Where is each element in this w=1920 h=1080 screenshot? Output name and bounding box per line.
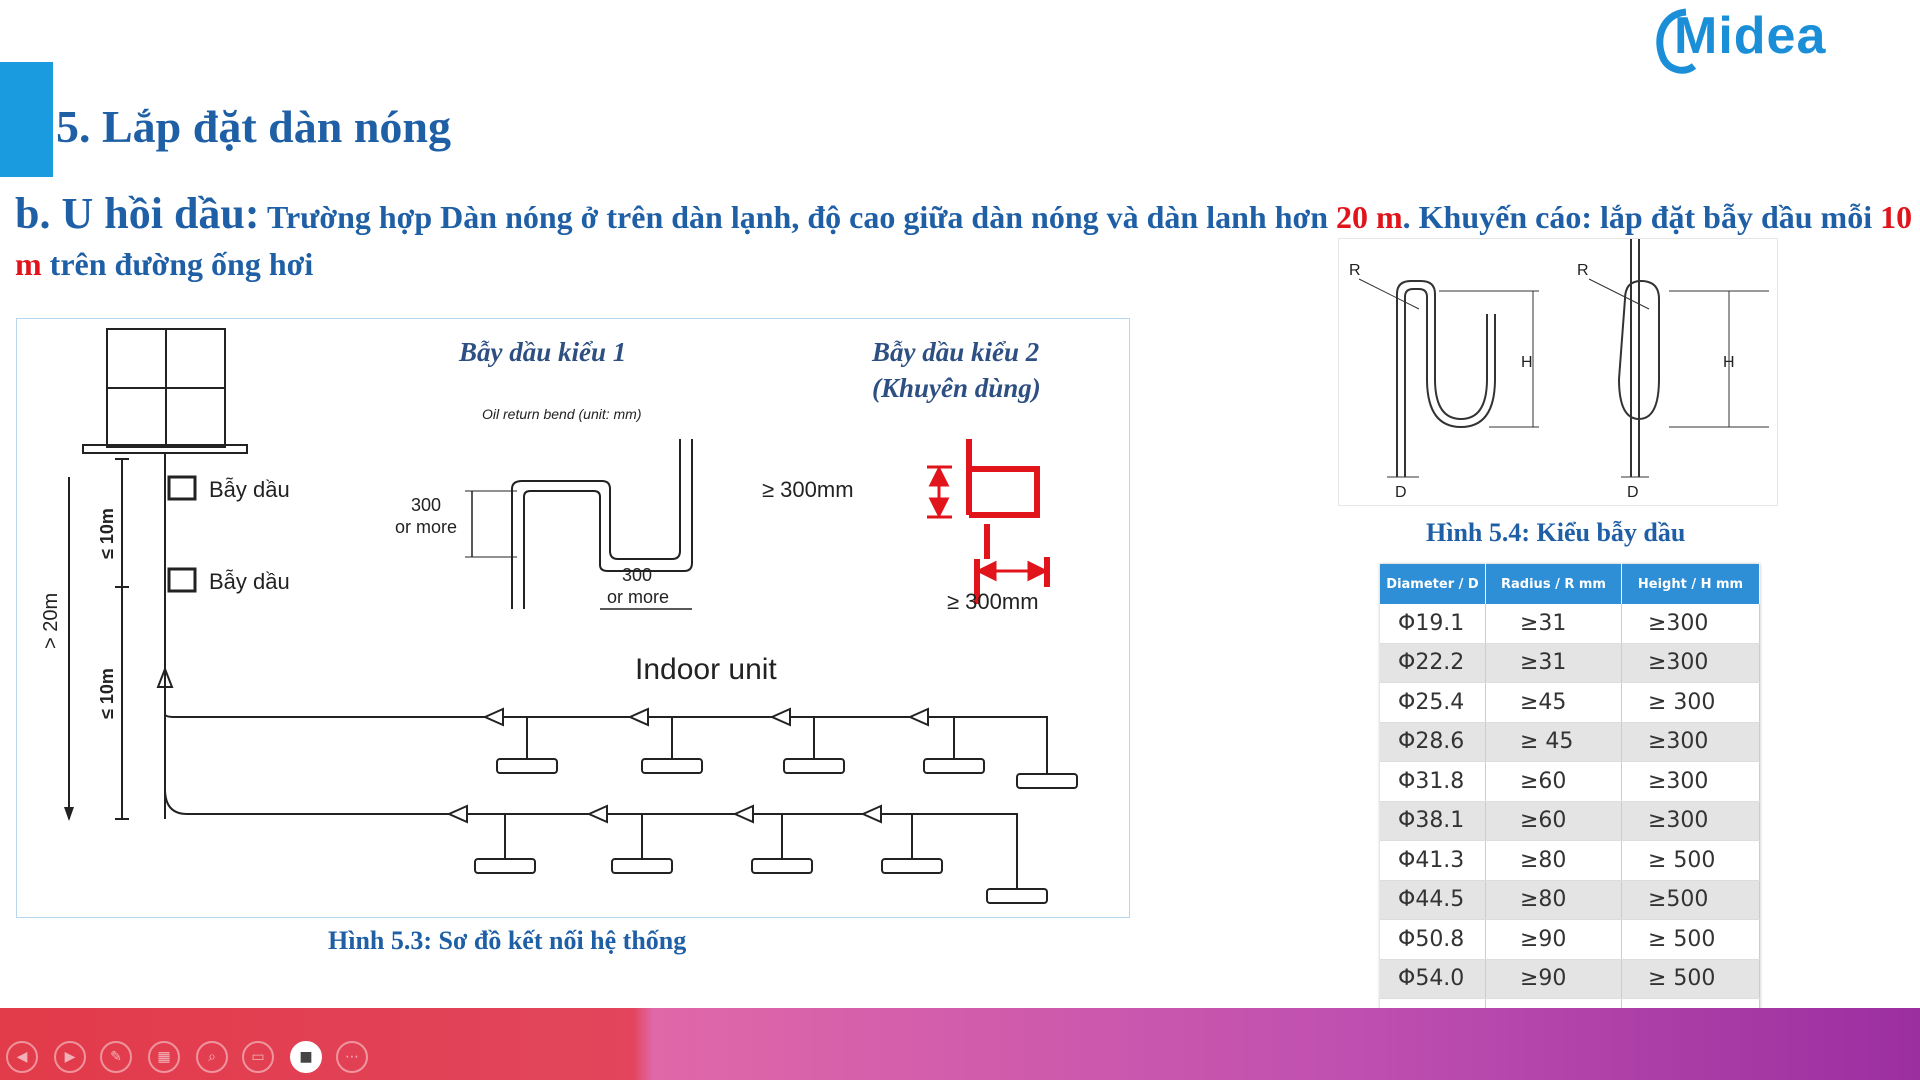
subheading-text-2: . Khuyến cáo: lắp đặt bẫy dầu mỗi (1402, 199, 1881, 235)
table-row (1380, 762, 1760, 802)
camera-button[interactable] (290, 1041, 322, 1073)
cell-diameter: Φ41.3 (1380, 841, 1486, 881)
cell-radius: ≥60 (1486, 762, 1622, 802)
cell-diameter: Φ22.2 (1380, 643, 1486, 683)
ge300mm-top: ≥ 300mm (762, 477, 854, 502)
table-row (1380, 801, 1760, 841)
trap-type-1-title: Bẫy dầu kiểu 1 (459, 337, 627, 367)
camera-icon: ■ (299, 1049, 313, 1065)
indoor-units-row-2 (449, 806, 1047, 903)
trap-label-2: Bẫy dầu (209, 569, 290, 594)
subheading-text-1: Trường hợp Dàn nóng ở trên dàn lạnh, độ cao giữa dàn nóng và dàn lanh hơn (259, 199, 1336, 235)
pen-icon: ✎ (110, 1049, 122, 1065)
cell-height: ≥ 500 (1622, 920, 1760, 960)
trap-r-label-2: R (1577, 262, 1589, 279)
cell-radius: ≥31 (1486, 604, 1622, 643)
table-row (1380, 880, 1760, 920)
or-more-vertical: or more (395, 517, 458, 537)
trap-r-label-1: R (1349, 262, 1361, 279)
table-row (1380, 683, 1760, 723)
cell-diameter: Φ38.1 (1380, 801, 1486, 841)
trap-d-label-2: D (1627, 484, 1639, 501)
subheading-text-3: trên đường ống hơi (41, 246, 314, 282)
table-header-row (1380, 564, 1760, 604)
ge300mm-bottom: ≥ 300mm (947, 589, 1039, 614)
cell-height: ≥500 (1622, 880, 1760, 920)
cell-diameter: Φ25.4 (1380, 683, 1486, 723)
accent-bar (0, 62, 53, 177)
or-more-horizontal: or more (607, 587, 670, 607)
interval-value: 10 m (15, 199, 1913, 282)
cell-radius: ≥31 (1486, 643, 1622, 683)
previous-slide-button[interactable] (6, 1041, 38, 1073)
trap-d-label-1: D (1395, 484, 1407, 501)
height-value: 20 m (1336, 199, 1403, 235)
cell-height: ≥300 (1622, 722, 1760, 762)
page-title: 5. Lắp đặt dàn nóng (56, 101, 451, 152)
cell-height: ≥300 (1622, 762, 1760, 802)
oil-return-label: Oil return bend (unit: mm) (482, 406, 642, 422)
next-slide-button[interactable] (54, 1041, 86, 1073)
slides-icon: ▦ (157, 1049, 171, 1065)
table-row (1380, 722, 1760, 762)
cell-radius: ≥90 (1486, 920, 1622, 960)
cell-radius: ≥80 (1486, 841, 1622, 881)
trap-marker-2 (169, 569, 195, 591)
trap-type-2-title-line1: Bẫy dầu kiểu 2 (872, 337, 1040, 367)
cell-diameter: Φ28.6 (1380, 722, 1486, 762)
more-options-button[interactable] (336, 1041, 368, 1073)
indoor-unit-label: Indoor unit (635, 653, 777, 686)
table-row (1380, 643, 1760, 683)
le10m-label-2: ≤ 10m (97, 668, 117, 719)
trap-label-1: Bẫy dầu (209, 477, 290, 502)
trap-type-2-title-line2: (Khuyên dùng) (872, 373, 1041, 403)
dim-300-vertical: 300 (411, 495, 442, 515)
footer-band (0, 1008, 1920, 1080)
header-radius: Radius / R mm (1486, 564, 1622, 604)
subheading-lead: b. U hồi dầu: (15, 189, 260, 238)
le10m-label-1: ≤ 10m (97, 508, 117, 559)
cell-diameter: Φ19.1 (1380, 604, 1486, 643)
cell-height: ≥ 500 (1622, 841, 1760, 881)
oil-trap-figure (1338, 238, 1778, 506)
subtitles-icon: ▭ (251, 1049, 265, 1065)
see-all-slides-button[interactable] (148, 1041, 180, 1073)
cell-height: ≥300 (1622, 801, 1760, 841)
trap-h-label-1: H (1521, 354, 1533, 371)
table-row (1380, 959, 1760, 999)
oil-trap-spec-table (1380, 564, 1760, 1039)
gt20m-label: > 20m (40, 592, 62, 649)
pen-tool-button[interactable] (100, 1041, 132, 1073)
zoom-icon: ⌕ (208, 1049, 216, 1065)
figure-5-3-caption: Hình 5.3: Sơ đồ kết nối hệ thống (328, 926, 687, 955)
midea-logo (1650, 4, 1860, 74)
cell-radius: ≥80 (1486, 880, 1622, 920)
cell-diameter: Φ31.8 (1380, 762, 1486, 802)
cell-radius: ≥ 45 (1486, 722, 1622, 762)
subtitles-button[interactable] (242, 1041, 274, 1073)
dim-300-horizontal: 300 (622, 565, 653, 585)
logo-text: Midea (1674, 7, 1827, 65)
cell-height: ≥300 (1622, 643, 1760, 683)
indoor-units-row-1 (485, 709, 1077, 788)
zoom-button[interactable] (196, 1041, 228, 1073)
trap-type-2-drawing (969, 439, 1047, 604)
cell-radius: ≥45 (1486, 683, 1622, 723)
outdoor-unit-drawing (83, 329, 247, 453)
header-diameter: Diameter / D (1380, 564, 1486, 604)
trap-h-label-2: H (1723, 354, 1735, 371)
more-icon: ⋯ (345, 1049, 359, 1065)
cell-radius: ≥90 (1486, 959, 1622, 999)
cell-diameter: Φ54.0 (1380, 959, 1486, 999)
next-icon: ▶ (64, 1049, 76, 1065)
cell-height: ≥ 500 (1622, 959, 1760, 999)
previous-icon: ◀ (16, 1049, 28, 1065)
table-row (1380, 841, 1760, 881)
cell-diameter: Φ50.8 (1380, 920, 1486, 960)
cell-radius: ≥60 (1486, 801, 1622, 841)
cell-height: ≥ 300 (1622, 683, 1760, 723)
system-diagram (16, 318, 1130, 918)
cell-diameter: Φ44.5 (1380, 880, 1486, 920)
table-row (1380, 604, 1760, 643)
header-height: Height / H mm (1622, 564, 1760, 604)
figure-5-4-caption: Hình 5.4: Kiểu bẫy dầu (1426, 518, 1686, 547)
cell-height: ≥300 (1622, 604, 1760, 643)
trap-marker-1 (169, 477, 195, 499)
table-row (1380, 920, 1760, 960)
